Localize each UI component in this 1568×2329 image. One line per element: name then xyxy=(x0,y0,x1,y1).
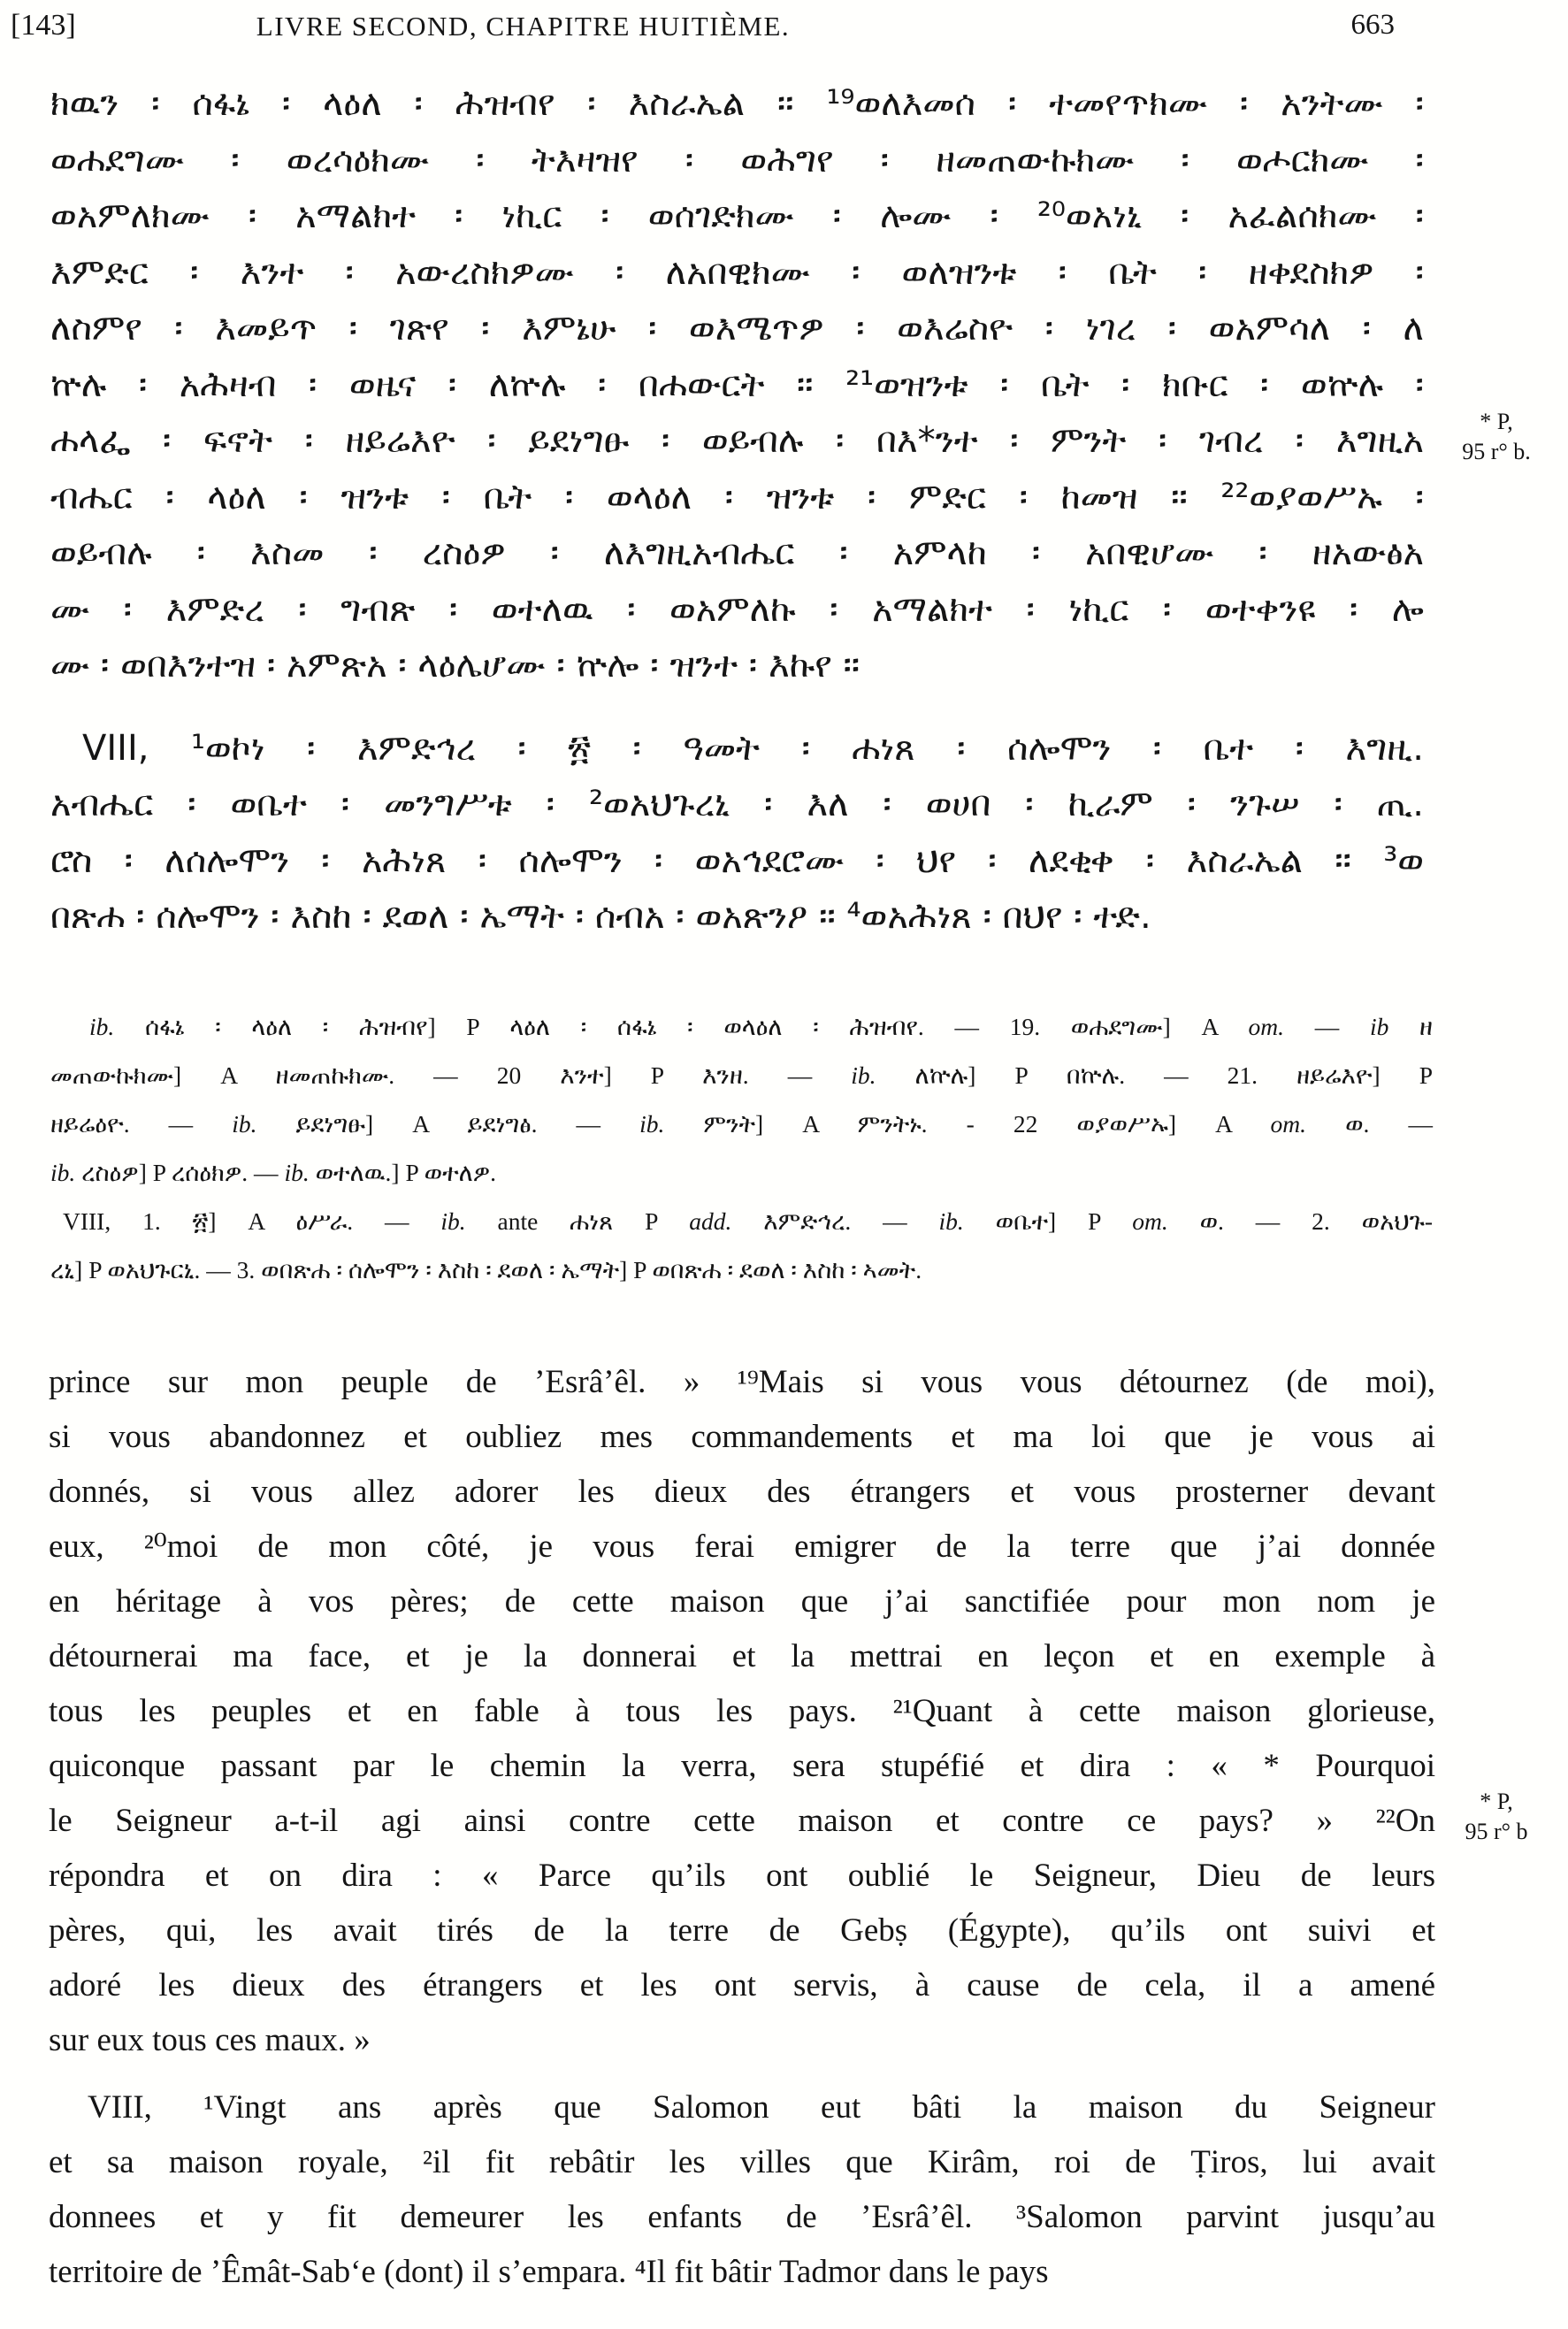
ethiopic-text-block xyxy=(50,76,1424,946)
translation-paragraph-2-chapter-viii xyxy=(49,2080,1435,2300)
text-line: ወሐደግሙ ፡ ወረሳዕክሙ ፡ ትእዛዝየ ፡ ወሕግየ ፡ ዘመጠውኩክሙ ፡ ወሖርክሙ ፡ xyxy=(50,139,1424,180)
running-title xyxy=(0,11,1568,42)
text-line: ወይብሉ ፡ እስመ ፡ ረስዕዎ ፡ ለእግዚአብሔር ፡ አምላከ ፡ አበዊሆሙ ፡ ዘአውፅአ xyxy=(50,532,1424,573)
text-line: donnés, si vous allez adorer les dieux des étrangers et vous prosterner devant xyxy=(49,1474,1435,1510)
running-title-text: LIVRE SECOND, CHAPITRE HUITIÈME. xyxy=(256,11,791,42)
text-line: ረኒ] P ወአህጉርኒ. — 3. ወበጽሐ ፡ ሰሎሞን ፡ እስከ ፡ ደወለ ፡ ኤማት] P ወበጽሐ ፡ ደወለ ፡ እስከ ፡ ኣመት. xyxy=(50,1256,922,1283)
text-line: መጠውኩክሙ] A ዘመጠኩክሙ. — 20 እንተ] P እንዘ. — ib. ለኵሉ] P በኵሉ. — 21. ዘይሬእዮ] P xyxy=(50,1061,1433,1089)
text-line: ሙ ፡ ወበእንተዝ ፡ አምጽአ ፡ ላዕሌሆሙ ፡ ኵሎ ፡ ዝንተ ፡ እኩየ ። xyxy=(50,645,860,686)
text-line: ሐላፌ ፡ ፍኖት ፡ ዘይሬእዮ ፡ ይደነግፁ ፡ ወይብሉ ፡ በእ*ንተ ፡ ምንት ፡ ገብረ ፡ እግዚአ xyxy=(50,420,1424,461)
text-line: et sa maison royale, ²il fit rebâtir les villes que Kirâm, roi de Ṭiros, lui avait xyxy=(49,2144,1435,2180)
margin-note-top xyxy=(1434,407,1558,467)
margin-note-siglum: * P, xyxy=(1480,1789,1513,1814)
text-line: ወአምለክሙ ፡ አማልክተ ፡ ነኪር ፡ ወሰገድክሙ ፡ ሎሙ ፡ ²⁰ወአነኒ ፡ አፈልሰክሙ ፡ xyxy=(50,195,1424,236)
apparatus-paragraph-1 xyxy=(50,1002,1433,1197)
ethiopic-paragraph-2-chapter-viii xyxy=(50,721,1424,946)
text-line: adoré les dieux des étrangers et les ont servis, à cause de cela, il a amené xyxy=(49,1967,1435,2003)
translation-paragraph-1 xyxy=(49,1355,1435,2068)
apparatus-paragraph-2-chapter-viii xyxy=(50,1197,1433,1294)
text-line: prince sur mon peuple de ’Esrâ’êl. » ¹⁹Mais si vous vous détournez (de moi), xyxy=(49,1364,1435,1400)
text-line: sur eux tous ces maux. » xyxy=(49,2022,371,2058)
text-line: VIII, 1. ፳] A ዕሥራ. — ib. ante ሐነጸ P add. እምድኅረ. — ib. ወቤተ] P om. ወ. — 2. ወአህጉ- xyxy=(63,1207,1433,1235)
ethiopic-paragraph-1 xyxy=(50,76,1424,694)
text-line: ሮስ ፡ ለሰሎሞን ፡ አሕነጸ ፡ ሰሎሞን ፡ ወአኅደሮሙ ፡ ህየ ፡ ለደቂቀ ፡ እስራኤል ። ³ወ xyxy=(50,839,1424,881)
page-header xyxy=(0,5,1568,48)
text-line: pères, qui, les avait tirés de la terre de Gebṣ (Égypte), qu’ils ont suivi et xyxy=(49,1912,1435,1949)
text-line: en héritage à vos pères; de cette maison que j’ai sanctifiée pour mon nom je xyxy=(49,1583,1435,1620)
text-line: ኵሉ ፡ አሕዛብ ፡ ወዜና ፡ ለኵሉ ፡ በሐውርት ። ²¹ወዝንቱ ፡ ቤት ፡ ክቡር ፡ ወኵሉ ፡ xyxy=(50,364,1424,405)
text-line: détournerai ma face, et je la donnerai et la mettrai en leçon et en exemple à xyxy=(49,1638,1435,1674)
text-line: እምድር ፡ እንተ ፡ አውረስክዎሙ ፡ ለአበዊክሙ ፡ ወለዝንቱ ፡ ቤት ፡ ዘቀደስክዎ ፡ xyxy=(50,251,1424,293)
margin-note-folio: 95 r° b. xyxy=(1462,439,1531,464)
text-line: le Seigneur a-t-il agi ainsi contre cette maison et contre ce pays? » ²²On xyxy=(49,1803,1435,1839)
folio-reference: [143] xyxy=(11,9,76,42)
french-translation xyxy=(49,1355,1435,2300)
text-line: በጽሐ ፡ ሰሎሞን ፡ እስከ ፡ ደወለ ፡ ኤማት ፡ ሰብአ ፡ ወአጽንዖ ። ⁴ወአሕነጸ ፡ በህየ ፡ ተድ. xyxy=(50,896,1151,937)
margin-note-bottom xyxy=(1434,1787,1558,1847)
text-line: quiconque passant par le chemin la verra, sera stupéfié et dira : « * Pourquoi xyxy=(49,1748,1435,1784)
text-line: territoire de ’Êmât-Sab‘e (dont) il s’empara. ⁴Il fit bâtir Tadmor dans le pays xyxy=(49,2254,1049,2290)
text-line: si vous abandonnez et oubliez mes commandements et ma loi que je vous ai xyxy=(49,1419,1435,1455)
text-line: VIII, ¹ወኮነ ፡ እምድኅረ ፡ ፳ ፡ ዓመት ፡ ሐነጸ ፡ ሰሎሞን ፡ ቤተ ፡ እግዚ. xyxy=(82,727,1424,769)
text-line: VIII, ¹Vingt ans après que Salomon eut bâti la maison du Seigneur xyxy=(88,2089,1435,2126)
text-line: tous les peuples et en fable à tous les pays. ²¹Quant à cette maison glorieuse, xyxy=(49,1693,1435,1729)
text-line: ብሔር ፡ ላዕለ ፡ ዝንቱ ፡ ቤት ፡ ወላዕለ ፡ ዝንቱ ፡ ምድር ፡ ከመዝ ። ²²ወያወሥኡ ፡ xyxy=(50,476,1424,517)
text-line: ib. ሰፋኔ ፡ ላዕለ ፡ ሕዝብየ] P ላዕለ ፡ ሰፋኔ ፡ ወላዕለ ፡ ሕዝብየ. — 19. ወሐደግሙ] A om. — ib ዘ xyxy=(89,1013,1433,1040)
text-line: ib. ረስዕዎ] P ረሰዕክዎ. — ib. ወተለዉ.] P ወተለዎ. xyxy=(50,1159,497,1186)
critical-apparatus xyxy=(50,1002,1433,1294)
margin-note-folio: 95 r° b xyxy=(1465,1819,1528,1844)
text-line: répondra et on dira : « Parce qu’ils ont oublié le Seigneur, Dieu de leurs xyxy=(49,1858,1435,1894)
page-number: 663 xyxy=(1350,9,1395,41)
text-line: ሙ ፡ እምድረ ፡ ግብጽ ፡ ወተለዉ ፡ ወአምለኩ ፡ አማልክተ ፡ ነኪር ፡ ወተቀንዩ ፡ ሎ xyxy=(50,588,1424,630)
text-line: ለስምየ ፡ እመይጥ ፡ ገጽየ ፡ እምኔሁ ፡ ወእሜጥዎ ፡ ወእሬስዮ ፡ ነገረ ፡ ወአምሳለ ፡ ለ xyxy=(50,308,1424,349)
text-line: ክዉን ፡ ሰፋኔ ፡ ላዕለ ፡ ሕዝብየ ፡ እስራኤል ። ¹⁹ወለእመሰ ፡ ተመየጥክሙ ፡ አንትሙ ፡ xyxy=(50,83,1424,124)
text-line: ዘይሬዕዮ. — ib. ይደነግፁ] A ይደነግፅ. — ib. ምንት] A ምንትኑ. - 22 ወያወሥኡ] A om. ወ. — xyxy=(50,1110,1433,1138)
text-line: eux, ²⁰moi de mon côté, je vous ferai emigrer de la terre que j’ai donnée xyxy=(49,1528,1435,1565)
text-line: donnees et y fit demeurer les enfants de ’Esrâ’êl. ³Salomon parvint jusqu’au xyxy=(49,2199,1435,2235)
margin-note-siglum: * P, xyxy=(1480,409,1513,434)
text-line: አብሔር ፡ ወቤተ ፡ መንግሥቱ ፡ ²ወአህጉረኒ ፡ እለ ፡ ወሀበ ፡ ኪራም ፡ ንጉሠ ፡ ጢ. xyxy=(50,784,1424,824)
